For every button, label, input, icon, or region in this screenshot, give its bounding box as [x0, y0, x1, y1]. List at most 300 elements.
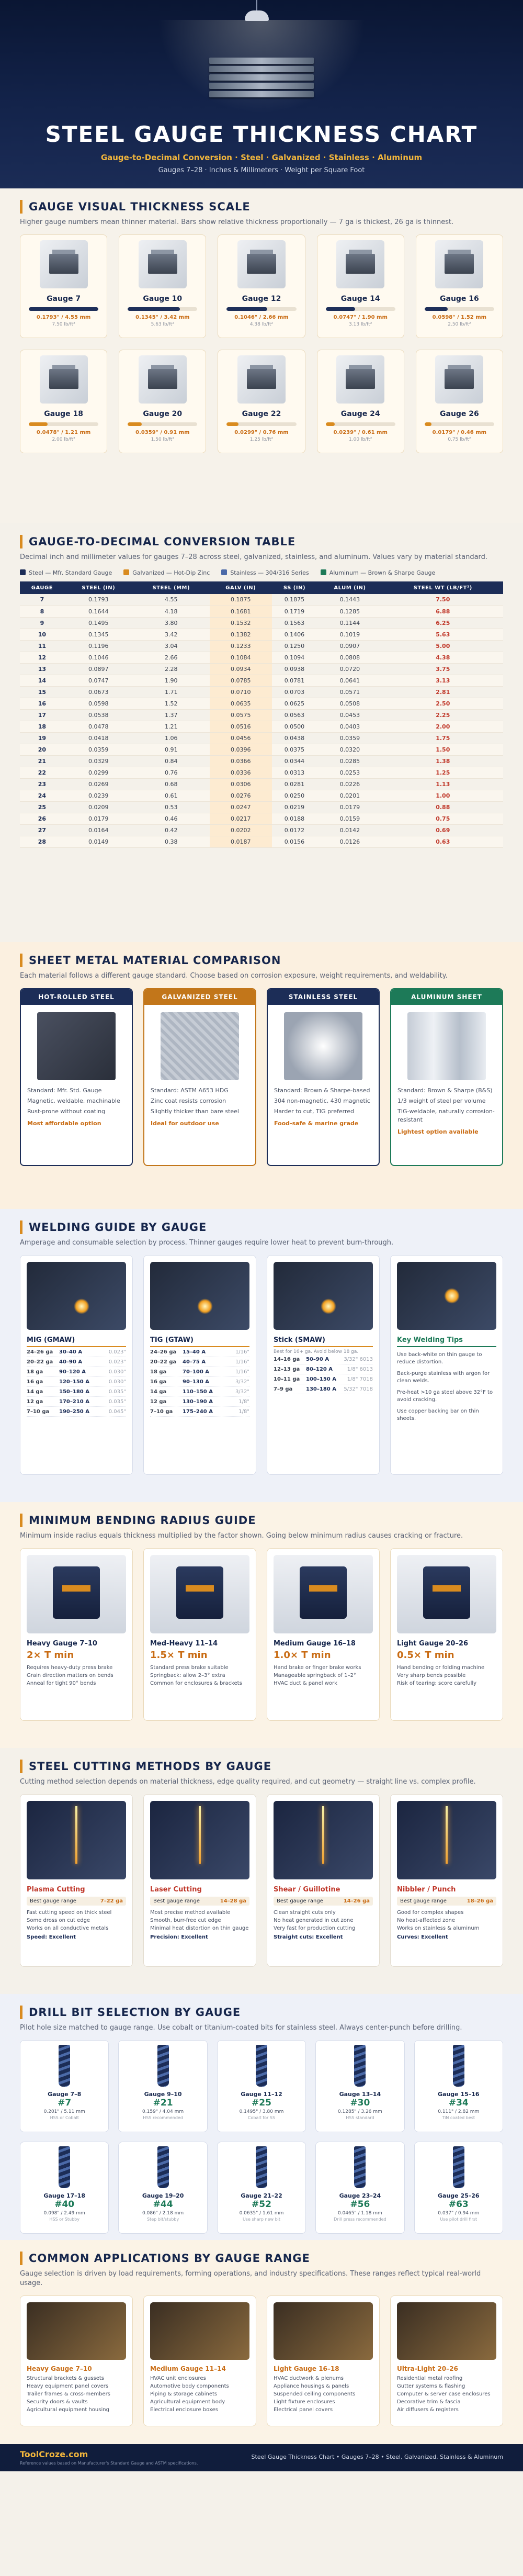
cutting-note: Clean straight cuts only — [274, 1910, 336, 1916]
table-cell: 0.0625 — [272, 698, 317, 709]
drill-bit-material: HSS standard — [346, 2115, 374, 2120]
drill-bit-material: Step bit/stubby — [147, 2217, 179, 2222]
table-cell: 2.28 — [133, 663, 210, 675]
welding-setting-cell: 1/8" — [238, 1399, 249, 1405]
cutting-range-label: Best gauge range — [277, 1898, 323, 1904]
material-swatch-image — [284, 1012, 362, 1080]
table-cell: 3.75 — [383, 663, 503, 675]
drill-bit-icon — [453, 2045, 464, 2087]
drill-bit-diameter: 0.1285" / 3.26 mm — [337, 2109, 382, 2114]
table-column-header: SS (IN) — [272, 581, 317, 594]
table-cell: 28 — [20, 836, 64, 847]
table-cell: 0.0710 — [210, 686, 272, 698]
material-best-use: Most affordable option — [27, 1120, 101, 1127]
site-logo-link[interactable]: ToolCroze.com — [20, 2449, 88, 2459]
material-spec-line: Standard: Mfr. Std. Gauge — [27, 1087, 102, 1094]
material-spec-line: 304 non-magnetic, 430 magnetic — [274, 1097, 370, 1104]
section-title: GAUGE-TO-DECIMAL CONVERSION TABLE — [20, 535, 503, 548]
cutting-range-label: Best gauge range — [153, 1898, 200, 1904]
press-brake-icon — [300, 1566, 347, 1619]
table-cell: 0.0217 — [210, 813, 272, 824]
table-cell: 0.1196 — [64, 640, 133, 652]
table-cell: 1.25 — [383, 767, 503, 778]
profile-body — [346, 369, 375, 389]
application-card — [20, 2295, 133, 2426]
page-title: STEEL GAUGE THICKNESS CHART — [45, 121, 478, 147]
table-cell: 0.0285 — [317, 755, 382, 767]
table-cell: 1.21 — [133, 721, 210, 732]
table-cell: 6.25 — [383, 617, 503, 629]
section-description: Higher gauge numbers mean thinner material. Bars show relative thickness proportionally — 7 ga is thickest, 26 ga is thinnest. — [20, 218, 454, 226]
welding-setting-cell: 1/8" 7018 — [347, 1376, 373, 1382]
steel-profile-icon — [237, 355, 286, 404]
table-cell: 0.0418 — [64, 732, 133, 744]
table-column-header: STEEL (IN) — [64, 581, 133, 594]
table-cell: 0.1644 — [64, 606, 133, 617]
gauge-weight-value: 0.75 lb/ft² — [448, 437, 471, 442]
welding-setting-row — [27, 1357, 126, 1367]
application-item: Air diffusers & registers — [397, 2407, 459, 2413]
table-cell: 0.0164 — [64, 824, 133, 836]
drill-bit-diameter: 0.159" / 4.04 mm — [142, 2109, 184, 2114]
table-cell: 0.38 — [133, 836, 210, 847]
welding-setting-cell: 14 ga — [27, 1389, 43, 1395]
material-specs — [144, 1087, 255, 1116]
page-subtitle: Gauge-to-Decimal Conversion · Steel · Galvanized · Stainless · Aluminum — [100, 153, 423, 162]
table-cell: 19 — [20, 732, 64, 744]
table-cell: 0.0563 — [272, 709, 317, 721]
bending-radius-factor: 2× T min — [27, 1650, 74, 1661]
legend-item — [221, 569, 309, 576]
cutting-note: No heat generated in cut zone — [274, 1918, 354, 1923]
application-illustration — [397, 2302, 496, 2360]
table-cell: 3.42 — [133, 629, 210, 640]
table-cell: 0.1084 — [210, 652, 272, 663]
drill-bit-material: Use sharp new bit — [242, 2217, 281, 2222]
application-gauge-range: Light Gauge 16–18 — [274, 2365, 339, 2372]
material-card — [20, 988, 133, 1166]
table-cell: 0.1875 — [272, 594, 317, 606]
drill-bit-section — [0, 1994, 523, 2240]
application-list — [274, 2375, 373, 2414]
application-item: Residential metal roofing — [397, 2376, 463, 2381]
steel-profile-icon — [139, 240, 187, 288]
drill-bit-card — [118, 2040, 207, 2132]
gauge-name: Gauge 7 — [47, 295, 81, 303]
gauge-thickness-value: 0.0179" / 0.46 mm — [432, 430, 487, 435]
applications-section — [0, 2240, 523, 2444]
legend-swatch — [221, 569, 227, 575]
table-cell: 1.38 — [383, 755, 503, 767]
gauge-thickness-value: 0.0598" / 1.52 mm — [432, 315, 487, 320]
welding-tip: Use copper backing bar on thin sheets. — [397, 1408, 479, 1421]
table-cell: 2.66 — [133, 652, 210, 663]
welding-setting-row — [150, 1397, 249, 1407]
welding-setting-cell: 90–120 A — [59, 1369, 86, 1375]
drill-gauge-range: Gauge 7–8 — [48, 2091, 82, 2098]
welding-process-name: TIG (GTAW) — [150, 1336, 249, 1347]
drill-bit-number: #52 — [252, 2199, 271, 2210]
welding-process-card — [267, 1255, 380, 1475]
welding-tip: Pre-heat >10 ga steel above 32°F to avoid cracking. — [397, 1390, 493, 1403]
table-row — [20, 801, 503, 813]
drill-bit-number: #30 — [350, 2098, 370, 2108]
table-cell: 0.0209 — [64, 801, 133, 813]
gauge-name: Gauge 24 — [340, 410, 380, 418]
thickness-bar-fill — [425, 307, 448, 311]
table-cell: 0.0179 — [317, 801, 382, 813]
material-spec-line: Slightly thicker than bare steel — [151, 1108, 239, 1115]
table-row — [20, 732, 503, 744]
welding-setting-cell: 1/8" — [238, 1409, 249, 1415]
welding-card-grid — [20, 1255, 503, 1475]
cutting-method-card — [20, 1794, 133, 1967]
lamp-icon — [245, 10, 269, 21]
cutting-machine-illustration — [397, 1801, 496, 1879]
table-cell: 0.0500 — [272, 721, 317, 732]
table-cell: 5.00 — [383, 640, 503, 652]
steel-profile-icon — [336, 355, 384, 404]
section-description: Gauge selection is driven by load requirements, forming operations, and industry specifications. These ranges reflect typical real-world usage. — [20, 2270, 481, 2287]
welding-setting-cell: 70–100 A — [183, 1369, 210, 1375]
cutting-note: Very fast for production cutting — [274, 1925, 356, 1931]
table-cell: 24 — [20, 790, 64, 801]
thickness-bar-fill — [29, 307, 98, 311]
welding-setting-cell: 100–150 A — [306, 1376, 336, 1382]
welding-setting-cell: 10–11 ga — [274, 1376, 300, 1382]
table-cell: 0.0453 — [317, 709, 382, 721]
profile-body — [445, 254, 474, 274]
section-title: DRILL BIT SELECTION BY GAUGE — [20, 2006, 503, 2019]
legend-item — [123, 569, 210, 576]
cutting-method-card — [143, 1794, 256, 1967]
table-cell: 0.0269 — [64, 778, 133, 790]
application-item: Structural brackets & gussets — [27, 2376, 105, 2381]
profile-body — [247, 369, 276, 389]
table-cell: 1.52 — [133, 698, 210, 709]
table-cell: 0.0320 — [317, 744, 382, 755]
cutting-beam-icon — [199, 1806, 201, 1864]
welding-setting-row — [274, 1364, 373, 1374]
drill-bit-material: HSS or Cobalt — [50, 2115, 79, 2120]
welding-tip: Back-purge stainless with argon for clean welds. — [397, 1371, 490, 1384]
gauge-thickness-value: 0.0747" / 1.90 mm — [333, 315, 388, 320]
welding-setting-cell: 110–150 A — [183, 1389, 213, 1395]
section-description: Minimum inside radius equals thickness multiplied by the factor shown. Going below minimum radius causes cracking or fracture. — [20, 1532, 463, 1540]
profile-body — [49, 254, 78, 274]
bending-note: Hand brake or finger brake works — [274, 1665, 361, 1671]
table-column-header: GAUGE — [20, 581, 64, 594]
drill-gauge-range: Gauge 23–24 — [339, 2192, 381, 2199]
table-row — [20, 790, 503, 801]
drill-bit-card — [315, 2040, 404, 2132]
press-brake-illustration — [397, 1555, 496, 1633]
cutting-note: Smooth, burr-free cut edge — [150, 1918, 221, 1923]
table-cell: 4.55 — [133, 594, 210, 606]
table-row — [20, 606, 503, 617]
welding-tips-card — [390, 1255, 503, 1475]
table-column-header: ALUM (IN) — [317, 581, 382, 594]
table-cell: 3.13 — [383, 675, 503, 686]
table-cell: 0.1046 — [64, 652, 133, 663]
material-spec-line: 1/3 weight of steel per volume — [397, 1097, 486, 1104]
welding-setting-cell: 1/16" — [235, 1349, 249, 1355]
table-cell: 0.1285 — [317, 606, 382, 617]
application-item: Heavy equipment panel covers — [27, 2383, 109, 2389]
table-cell: 0.0635 — [210, 698, 272, 709]
drill-bit-number: #56 — [350, 2199, 370, 2210]
press-brake-illustration — [274, 1555, 373, 1633]
steel-profile-icon — [40, 240, 88, 288]
table-cell: 0.0219 — [272, 801, 317, 813]
table-cell: 20 — [20, 744, 64, 755]
table-cell: 0.0142 — [317, 824, 382, 836]
cutting-note: Works on all conductive metals — [27, 1925, 109, 1931]
drill-bit-icon — [354, 2146, 366, 2188]
table-cell: 1.75 — [383, 732, 503, 744]
cutting-gauge-range — [150, 1897, 249, 1906]
welding-setting-cell: 14–16 ga — [274, 1357, 300, 1362]
drill-bit-card — [20, 2040, 109, 2132]
table-cell: 7 — [20, 594, 64, 606]
material-spec-line: Standard: Brown & Sharpe-based — [274, 1087, 370, 1094]
drill-bit-number: #34 — [448, 2098, 469, 2108]
material-spec-line: Standard: Brown & Sharpe (B&S) — [397, 1087, 493, 1094]
cutting-gauge-range — [397, 1897, 496, 1906]
table-cell: 12 — [20, 652, 64, 663]
bending-gauge-range: Heavy Gauge 7–10 — [27, 1640, 97, 1648]
drill-gauge-range: Gauge 21–22 — [241, 2192, 282, 2199]
weld-spark-icon — [444, 1288, 460, 1304]
welding-setting-cell: 12 ga — [150, 1399, 167, 1405]
table-cell: 0.0187 — [210, 836, 272, 847]
steel-profile-icon — [435, 355, 483, 404]
cutting-method-card — [390, 1794, 503, 1967]
cutting-beam-icon — [446, 1806, 448, 1864]
drill-bit-diameter: 0.037" / 0.94 mm — [438, 2211, 480, 2216]
material-spec-line: Rust-prone without coating — [27, 1108, 106, 1115]
table-cell: 0.0575 — [210, 709, 272, 721]
application-item: Piping & storage cabinets — [150, 2391, 218, 2397]
table-cell: 0.0344 — [272, 755, 317, 767]
welding-setting-cell: 1/8" 6013 — [347, 1367, 373, 1372]
legend-label: Galvanized — Hot-Dip Zinc — [132, 569, 210, 576]
material-card — [390, 988, 503, 1166]
welding-tips-title: Key Welding Tips — [397, 1336, 496, 1347]
steel-profile-icon — [336, 240, 384, 288]
table-cell: 0.1345 — [64, 629, 133, 640]
table-cell: 0.0201 — [317, 790, 382, 801]
section-title: MINIMUM BENDING RADIUS GUIDE — [20, 1514, 503, 1527]
table-cell: 0.0907 — [317, 640, 382, 652]
cutting-method-name: Laser Cutting — [150, 1886, 202, 1894]
table-cell: 10 — [20, 629, 64, 640]
drill-bit-number: #63 — [448, 2199, 469, 2210]
bending-note: Common for enclosures & brackets — [150, 1681, 242, 1686]
drill-bit-material: Drill press recommended — [334, 2217, 386, 2222]
cutting-range-value: 14–28 ga — [220, 1898, 246, 1904]
table-cell: 1.90 — [133, 675, 210, 686]
gauge-thickness-value: 0.1345" / 3.42 mm — [135, 315, 190, 320]
section-description: Pilot hole size matched to gauge range. Use cobalt or titanium-coated bits for stainless steel. Always center-punch before drilling. — [20, 2024, 462, 2032]
application-item: Decorative trim & fascia — [397, 2399, 461, 2405]
welder-illustration — [274, 1262, 373, 1330]
welding-setting-cell: 5/32" 7018 — [344, 1386, 373, 1392]
material-specs — [268, 1087, 379, 1116]
gauge-thickness-value: 0.0478" / 1.21 mm — [36, 430, 91, 435]
table-cell: 0.1250 — [272, 640, 317, 652]
gauge-weight-value: 1.25 lb/ft² — [249, 437, 274, 442]
welding-setting-cell: 18 ga — [150, 1369, 167, 1375]
table-cell: 0.0403 — [317, 721, 382, 732]
conversion-table — [20, 581, 503, 848]
thickness-bar — [128, 307, 197, 311]
table-cell: 0.1144 — [317, 617, 382, 629]
table-cell: 0.0785 — [210, 675, 272, 686]
application-card — [143, 2295, 256, 2426]
drill-gauge-range: Gauge 9–10 — [144, 2091, 182, 2098]
welding-setting-cell: 40–90 A — [59, 1359, 83, 1365]
cutting-note: Some dross on cut edge — [27, 1918, 90, 1923]
table-cell: 0.1233 — [210, 640, 272, 652]
gauge-name: Gauge 22 — [242, 410, 281, 418]
table-cell: 26 — [20, 813, 64, 824]
application-gauge-range: Heavy Gauge 7–10 — [27, 2365, 92, 2372]
table-legend — [20, 569, 503, 576]
thickness-bar — [226, 307, 296, 311]
table-row — [20, 721, 503, 732]
table-cell: 4.18 — [133, 606, 210, 617]
drill-bit-material: TiN coated best — [442, 2115, 475, 2120]
section-title: STEEL CUTTING METHODS BY GAUGE — [20, 1760, 503, 1773]
cutting-beam-icon — [322, 1806, 324, 1864]
application-illustration — [27, 2302, 126, 2360]
table-cell: 7.50 — [383, 594, 503, 606]
welding-setting-row — [150, 1367, 249, 1377]
table-cell: 2.00 — [383, 721, 503, 732]
cutting-method-name: Shear / Guillotine — [274, 1886, 340, 1894]
table-cell: 0.0508 — [317, 698, 382, 709]
gauge-card — [218, 350, 305, 453]
table-cell: 2.81 — [383, 686, 503, 698]
table-cell: 0.46 — [133, 813, 210, 824]
gauge-weight-value: 2.00 lb/ft² — [52, 437, 75, 442]
welding-guide-section — [0, 1209, 523, 1502]
welding-setting-cell: 190–250 A — [59, 1409, 89, 1415]
thickness-bar-fill — [29, 422, 48, 426]
table-cell: 17 — [20, 709, 64, 721]
table-cell: 1.13 — [383, 778, 503, 790]
table-row — [20, 698, 503, 709]
table-cell: 0.0149 — [64, 836, 133, 847]
legend-swatch — [123, 569, 129, 575]
thickness-bar — [29, 422, 98, 426]
press-brake-illustration — [150, 1555, 249, 1633]
cutting-note: Good for complex shapes — [397, 1910, 464, 1916]
table-cell: 0.0281 — [272, 778, 317, 790]
welding-setting-cell: 24–26 ga — [27, 1349, 53, 1355]
material-swatch-image — [37, 1012, 116, 1080]
drill-bit-material: Use pilot drill first — [440, 2217, 477, 2222]
table-cell: 0.1793 — [64, 594, 133, 606]
table-cell: 0.1681 — [210, 606, 272, 617]
drill-bit-diameter: 0.098" / 2.49 mm — [43, 2211, 85, 2216]
welding-setting-cell: 18 ga — [27, 1369, 43, 1375]
profile-body — [148, 369, 177, 389]
table-cell: 0.0571 — [317, 686, 382, 698]
table-cell: 0.84 — [133, 755, 210, 767]
gauge-name: Gauge 16 — [440, 295, 479, 303]
table-row — [20, 836, 503, 847]
welder-illustration — [27, 1262, 126, 1330]
gauge-weight-value: 4.38 lb/ft² — [249, 322, 274, 327]
drill-gauge-range: Gauge 19–20 — [142, 2192, 184, 2199]
cutting-machine-illustration — [27, 1801, 126, 1879]
welding-setting-cell: 3/32" — [235, 1379, 249, 1385]
table-cell: 0.1094 — [272, 652, 317, 663]
table-row — [20, 824, 503, 836]
thickness-bar-fill — [326, 422, 335, 426]
material-card — [143, 988, 256, 1166]
table-cell: 0.1443 — [317, 594, 382, 606]
drill-bit-diameter: 0.0635" / 1.61 mm — [239, 2211, 284, 2216]
profile-body — [49, 369, 78, 389]
table-cell: 1.50 — [383, 744, 503, 755]
gauge-weight-value: 1.00 lb/ft² — [349, 437, 372, 442]
welding-setting-row — [150, 1347, 249, 1357]
drill-bit-diameter: 0.111" / 2.82 mm — [438, 2109, 480, 2114]
table-cell: 0.1495 — [64, 617, 133, 629]
section-description: Each material follows a different gauge standard. Choose based on corrosion exposure, weight requirements, and weldability. — [20, 972, 448, 980]
drill-bit-card — [217, 2040, 306, 2132]
drill-bit-diameter: 0.0465" / 1.18 mm — [337, 2211, 382, 2216]
table-row — [20, 709, 503, 721]
table-cell: 0.42 — [133, 824, 210, 836]
application-list — [27, 2375, 126, 2414]
welding-setting-row — [274, 1374, 373, 1384]
page-subtitle-secondary: Gauges 7–28 · Inches & Millimeters · Weight per Square Foot — [158, 166, 365, 174]
drill-bit-material: HSS or Stubby — [49, 2217, 79, 2222]
drill-bit-icon — [157, 2146, 169, 2188]
cutting-methods-section — [0, 1748, 523, 1994]
table-cell: 0.69 — [383, 824, 503, 836]
application-list — [150, 2375, 249, 2414]
table-row — [20, 778, 503, 790]
gauge-weight-value: 7.50 lb/ft² — [52, 322, 75, 327]
table-cell: 1.37 — [133, 709, 210, 721]
section-description: Amperage and consumable selection by process. Thinner gauges require lower heat to prevent burn-through. — [20, 1239, 394, 1247]
section-description: Cutting method selection depends on material thickness, edge quality required, and cut geometry — straight line vs. complex profile. — [20, 1778, 476, 1786]
table-cell: 0.61 — [133, 790, 210, 801]
drill-bit-number: #21 — [153, 2098, 173, 2108]
table-cell: 1.00 — [383, 790, 503, 801]
bending-notes — [274, 1664, 373, 1687]
welding-tip: Use back-white on thin gauge to reduce distortion. — [397, 1352, 482, 1365]
cutting-notes — [397, 1909, 496, 1932]
material-comparison-section — [0, 942, 523, 1209]
drill-bit-diameter: 0.1495" / 3.80 mm — [239, 2109, 284, 2114]
welding-setting-cell: 3/32" — [235, 1389, 249, 1395]
table-cell: 3.04 — [133, 640, 210, 652]
gauge-card — [317, 234, 404, 338]
press-brake-icon — [53, 1566, 100, 1619]
table-row — [20, 652, 503, 663]
thickness-bar-fill — [128, 307, 180, 311]
table-row — [20, 617, 503, 629]
table-cell: 6.88 — [383, 606, 503, 617]
section-title: WELDING GUIDE BY GAUGE — [20, 1220, 503, 1234]
thickness-bar-fill — [128, 422, 142, 426]
